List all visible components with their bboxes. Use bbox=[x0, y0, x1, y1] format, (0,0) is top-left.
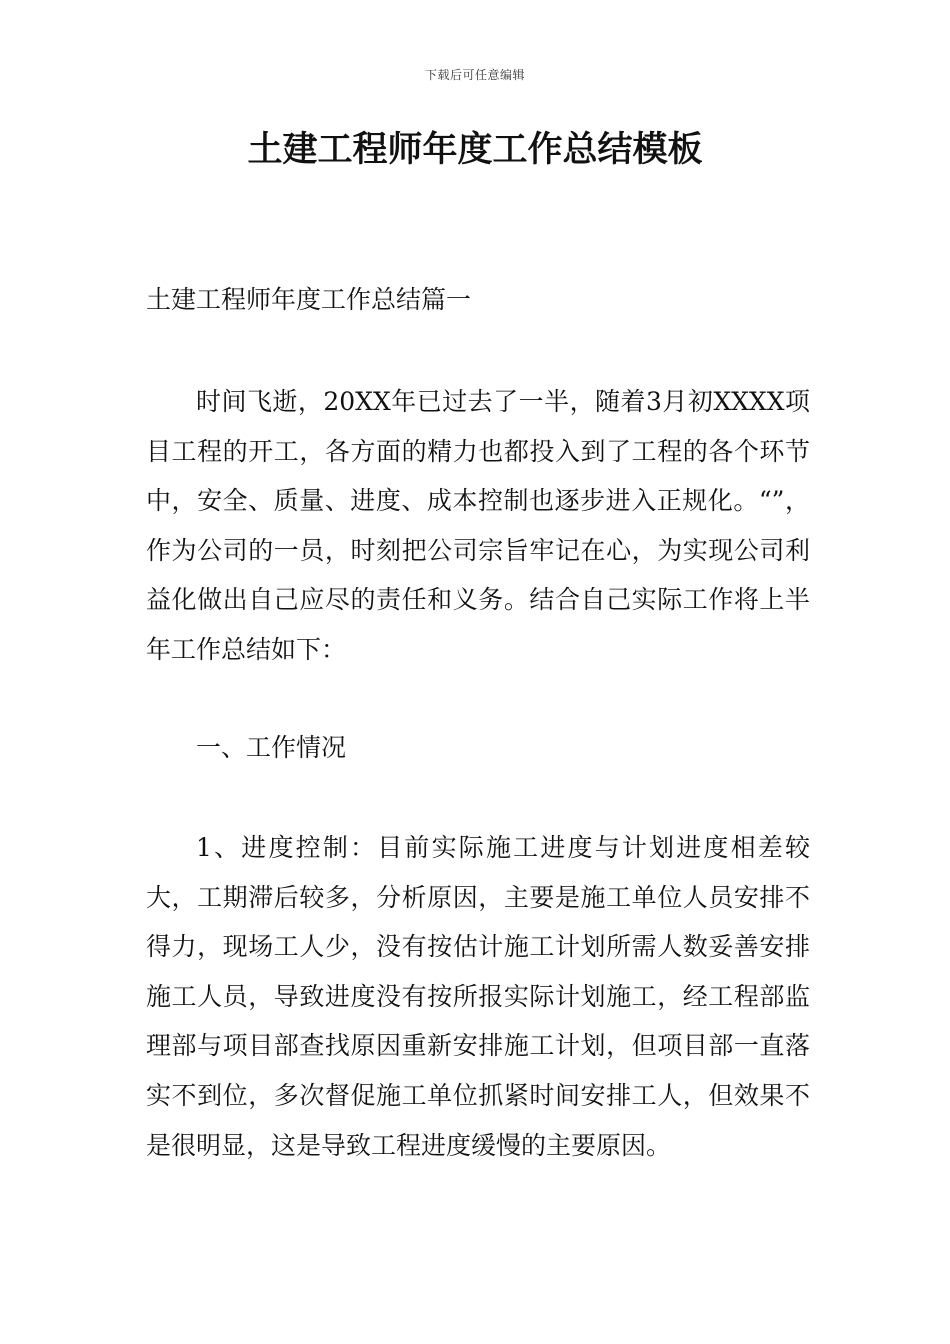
header-note: 下载后可任意编辑 bbox=[424, 68, 525, 82]
progress-control-paragraph: 1、进度控制：目前实际施工进度与计划进度相差较大，工期滞后较多，分析原因，主要是施工单位人员安排不得力，现场工人少，没有按估计施工计划所需人数妥善安排施工人员，导致进度没有按所报实际计划施工，经工程部监理部与项目部查找原因重新安排施工计划，但项目部一直落实不到位，多次督促施工单位抓紧时间安排工人，但效果不是很明显，这是导致工程进度缓慢的主要原因。 bbox=[146, 833, 810, 1160]
document-title: 土建工程师年度工作总结模板 bbox=[247, 130, 703, 170]
intro-paragraph: 时间飞逝，20XX年已过去了一半，随着3月初XXXX项目工程的开工，各方面的精力也都投入到了工程的各个环节中，安全、质量、进度、成本控制也逐步进入正规化。“”，作为公司的一员，时刻把公司宗旨牢记在心，为实现公司利益化做出自己应尽的责任和义务。结合自己实际工作将上半年工作总结如下： bbox=[146, 387, 810, 664]
work-status-heading: 一、工作情况 bbox=[196, 733, 347, 762]
section-heading: 土建工程师年度工作总结篇一 bbox=[146, 285, 472, 314]
